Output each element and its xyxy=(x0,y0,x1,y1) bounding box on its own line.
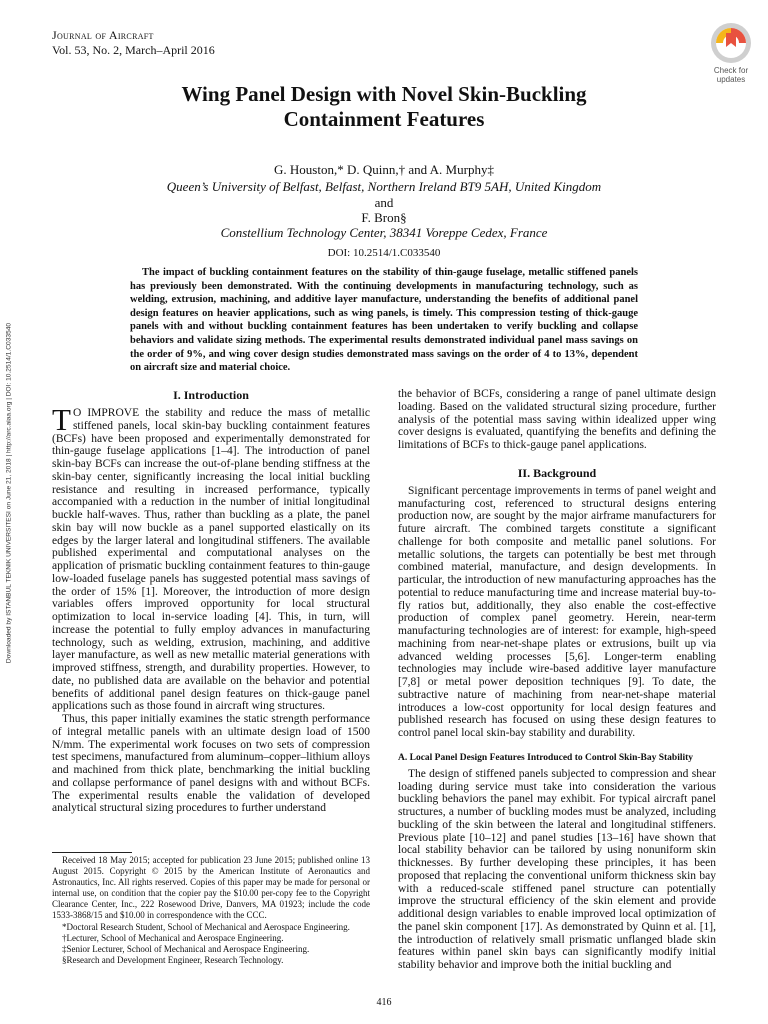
affiliation-2: Constellium Technology Center, 38341 Voreppe Cedex, France xyxy=(220,225,548,240)
check-for-updates-icon xyxy=(710,22,752,64)
intro-paragraph-1 xyxy=(52,402,370,713)
paper-title xyxy=(0,82,768,132)
footnote-rule xyxy=(52,852,132,853)
authors-line-1: G. Houston,* D. Quinn,† and A. Murphy‡ xyxy=(274,162,494,177)
authors-line-2: F. Bron§ xyxy=(361,210,407,225)
footnotes xyxy=(52,855,370,966)
footnote-received: Received 18 May 2015; accepted for publication 23 June 2015; published online 13 August 2015. Copyright © 2015 by the American Institute of Aeronautics and Astronautics, Inc. All rights reserved. Copies of this paper may be made for personal or internal use, on condition that the copier pay the $10.00 per-copy fee to the Copyright Clearance Center, Inc., 222 Rosewood Drive, Danvers, MA 01923; include the code 1533-3868/15 and $10.00 in correspondence with the CCC. xyxy=(52,855,370,921)
left-column xyxy=(52,388,370,815)
background-paragraph-1: Significant percentage improvements in terms of panel weight and manufacturing cost, referenced to structural designs entering production now, are sought by the major airframe manufacturers for future aircraft. The combined targets constitute a significant challenge for both composite and metallic panel solutions. For metallic solutions, the targets can potentially be best met through combined material, manufacture, and design developments. In particular, the introduction of new manufacturing approaches has the potential to reduce manufacturing time and increase material buy-to-fly ratios but, additionally, they also enable the cost-effective production of complex panel geometry. Herein, near-term manufacturing technologies are of interest: for example, high-speed machining from near-net-shape plates or extrusions, built up via advanced welding processes [5,6]. Longer-term enabling technologies may include wire-based additive layer manufacture [7,8] or metal power deposition techniques [9]. To date, the subtractive nature of machining from near-net-shape material introduces a low-cost opportunity for local design features and published research has focused on using these design features to control panel local skin-bay stability and durability. xyxy=(398,484,716,739)
journal-volume: Vol. 53, No. 2, March–April 2016 xyxy=(52,43,215,57)
authors-and: and xyxy=(374,195,394,210)
footnote-2: †Lecturer, School of Mechanical and Aerospace Engineering. xyxy=(62,932,284,943)
download-stamp-text: Downloaded by ISTANBUL TEKNIK UNIVERSITESI on June 21, 2018 | http://arc.aiaa.org | DOI: 10.2514/1.C033540 xyxy=(5,322,13,664)
section-heading-introduction: I. Introduction xyxy=(173,388,249,402)
subsection-heading-a: A. Local Panel Design Features Introduced to Control Skin-Bay Stability xyxy=(398,752,694,763)
right-column xyxy=(398,388,716,972)
affiliation-1: Queen’s University of Belfast, Belfast, Northern Ireland BT9 5AH, United Kingdom xyxy=(166,179,602,194)
abstract: The impact of buckling containment features on the stability of thin-gauge fuselage, metallic stiffened panels has previously been demonstrated. With the continuing developments in manufacturing technology, such as welding, extrusion, machining, and additive layer manufacture, understanding the benefits of additional panel design features on heavier applications, such as wing panels, is timely. This compression testing of thick-gauge panels with and without buckling containment features has been undertaken to verify buckling and collapse behaviors and validate sizing methods. The experimental results demonstrated individual panel mass savings on the order of 9%, and wing cover design studies demonstrated mass savings on the order of 4 to 13%, dependent on aircraft size and material choice. xyxy=(130,267,638,374)
journal-header xyxy=(52,28,215,58)
check-for-updates-label: Check for updates xyxy=(713,66,749,84)
subsection-paragraph-1: The design of stiffened panels subjected to compression and shear loading during service must take into consideration the various buckling behaviors the panel may exhibit. For typical aircraft panel structures, a number of buckling modes must be analyzed, including buckling of the skin between the lateral and longitudinal stiffeners. Previous plate [10–12] and panel studies [13–16] have shown that local stability behavior can be tailored by using nonuniform skin thicknesses. By further developing these principles, it has been proposed that replacing the conventional uniform thickness skin bay with a reduced-scale stiffened panel structure can potentially improve the structural efficiency of the skin element and provide additional design variables to enable improved local optimization of the panel skin component [17]. As demonstrated by Quinn et al. [1], the introduction of relatively small prismatic unflanged blade skin features within panel skin bays can significantly modify initial stability behavior and improve both the initial buckling and xyxy=(398,767,716,971)
footnote-3: ‡Senior Lecturer, School of Mechanical and Aerospace Engineering. xyxy=(62,943,310,954)
footnote-4: §Research and Development Engineer, Research Technology. xyxy=(62,954,284,965)
intro-paragraph-2: Thus, this paper initially examines the static strength performance of integral metallic panels with an ultimate design load of 1500 N/mm. The experimental work focuses on two sets of compression test specimens, manufactured from aluminum–copper–lithium alloys and machined from thick plate, benchmarking the initial buckling and collapse performance of panel designs with and without BCFs. The experimental results enable the validation of developed analytical structural sizing procedures to further understand xyxy=(52,713,370,815)
doi: DOI: 10.2514/1.C033540 xyxy=(327,247,441,259)
page-number: 416 xyxy=(376,997,392,1008)
right-paragraph-0: the behavior of BCFs, considering a range of panel ultimate design loading. Based on the validated structural sizing procedure, further analysis of the potential mass saving within idealized upper wing cover designs is evaluated, quantifying the benefits and defining the limitations of BCFs to thick-gauge panel applications. xyxy=(398,388,716,451)
journal-name: Journal of Aircraft xyxy=(52,28,154,42)
title-line-2: Containment Features xyxy=(283,107,485,131)
check-for-updates-badge[interactable] xyxy=(703,22,759,86)
download-stamp xyxy=(4,258,14,728)
intro-paragraph-1-text: O IMPROVE the stability and reduce the mass of metallic stiffened panels, local skin-bay buckling containment features (BCFs) have been proposed and experimentally demonstrated for thin-gauge fuselage applications [1–4]. The introduction of panel skin-bay BCFs can increase the out-of-plane bending stiffness at the skin-bay center, significantly increasing the local initial buckling resistance and resulting in increased performance, typically accompanied with a reduction in the number of initial longitudinal buckle half-waves. Thus, rather than buckling as a plate, the panel skin bay will now buckle as a panel supported elastically on its edges by the larger lateral and longitudinal stiffeners. The available published experimental and computational analyses on the application of prismatic buckling containment features to thin-gauge low-loaded fuselage panels has suggested potential mass savings of the order of 15% [1]. Moreover, the introduction of more design variables offers improved opportunity for local structural optimization to local in-service loading [4]. This, in turn, will increase the potential to fully employ advances in manufacturing technology, such as welding, extrusion, machining, and additive layer manufacture, as well as new metallic material generations with improved stiffness, strength, and durability properties. However, to date, no published data are available on the behavior and potential benefits of additional panel design features on thick-gauge panel applications such as those found in aircraft wing structures. xyxy=(52,407,370,713)
section-heading-background: II. Background xyxy=(517,465,597,480)
drop-cap: T xyxy=(52,402,71,437)
footnote-1: *Doctoral Research Student, School of Mechanical and Aerospace Engineering. xyxy=(62,921,350,932)
title-line-1: Wing Panel Design with Novel Skin-Buckling xyxy=(181,82,587,106)
